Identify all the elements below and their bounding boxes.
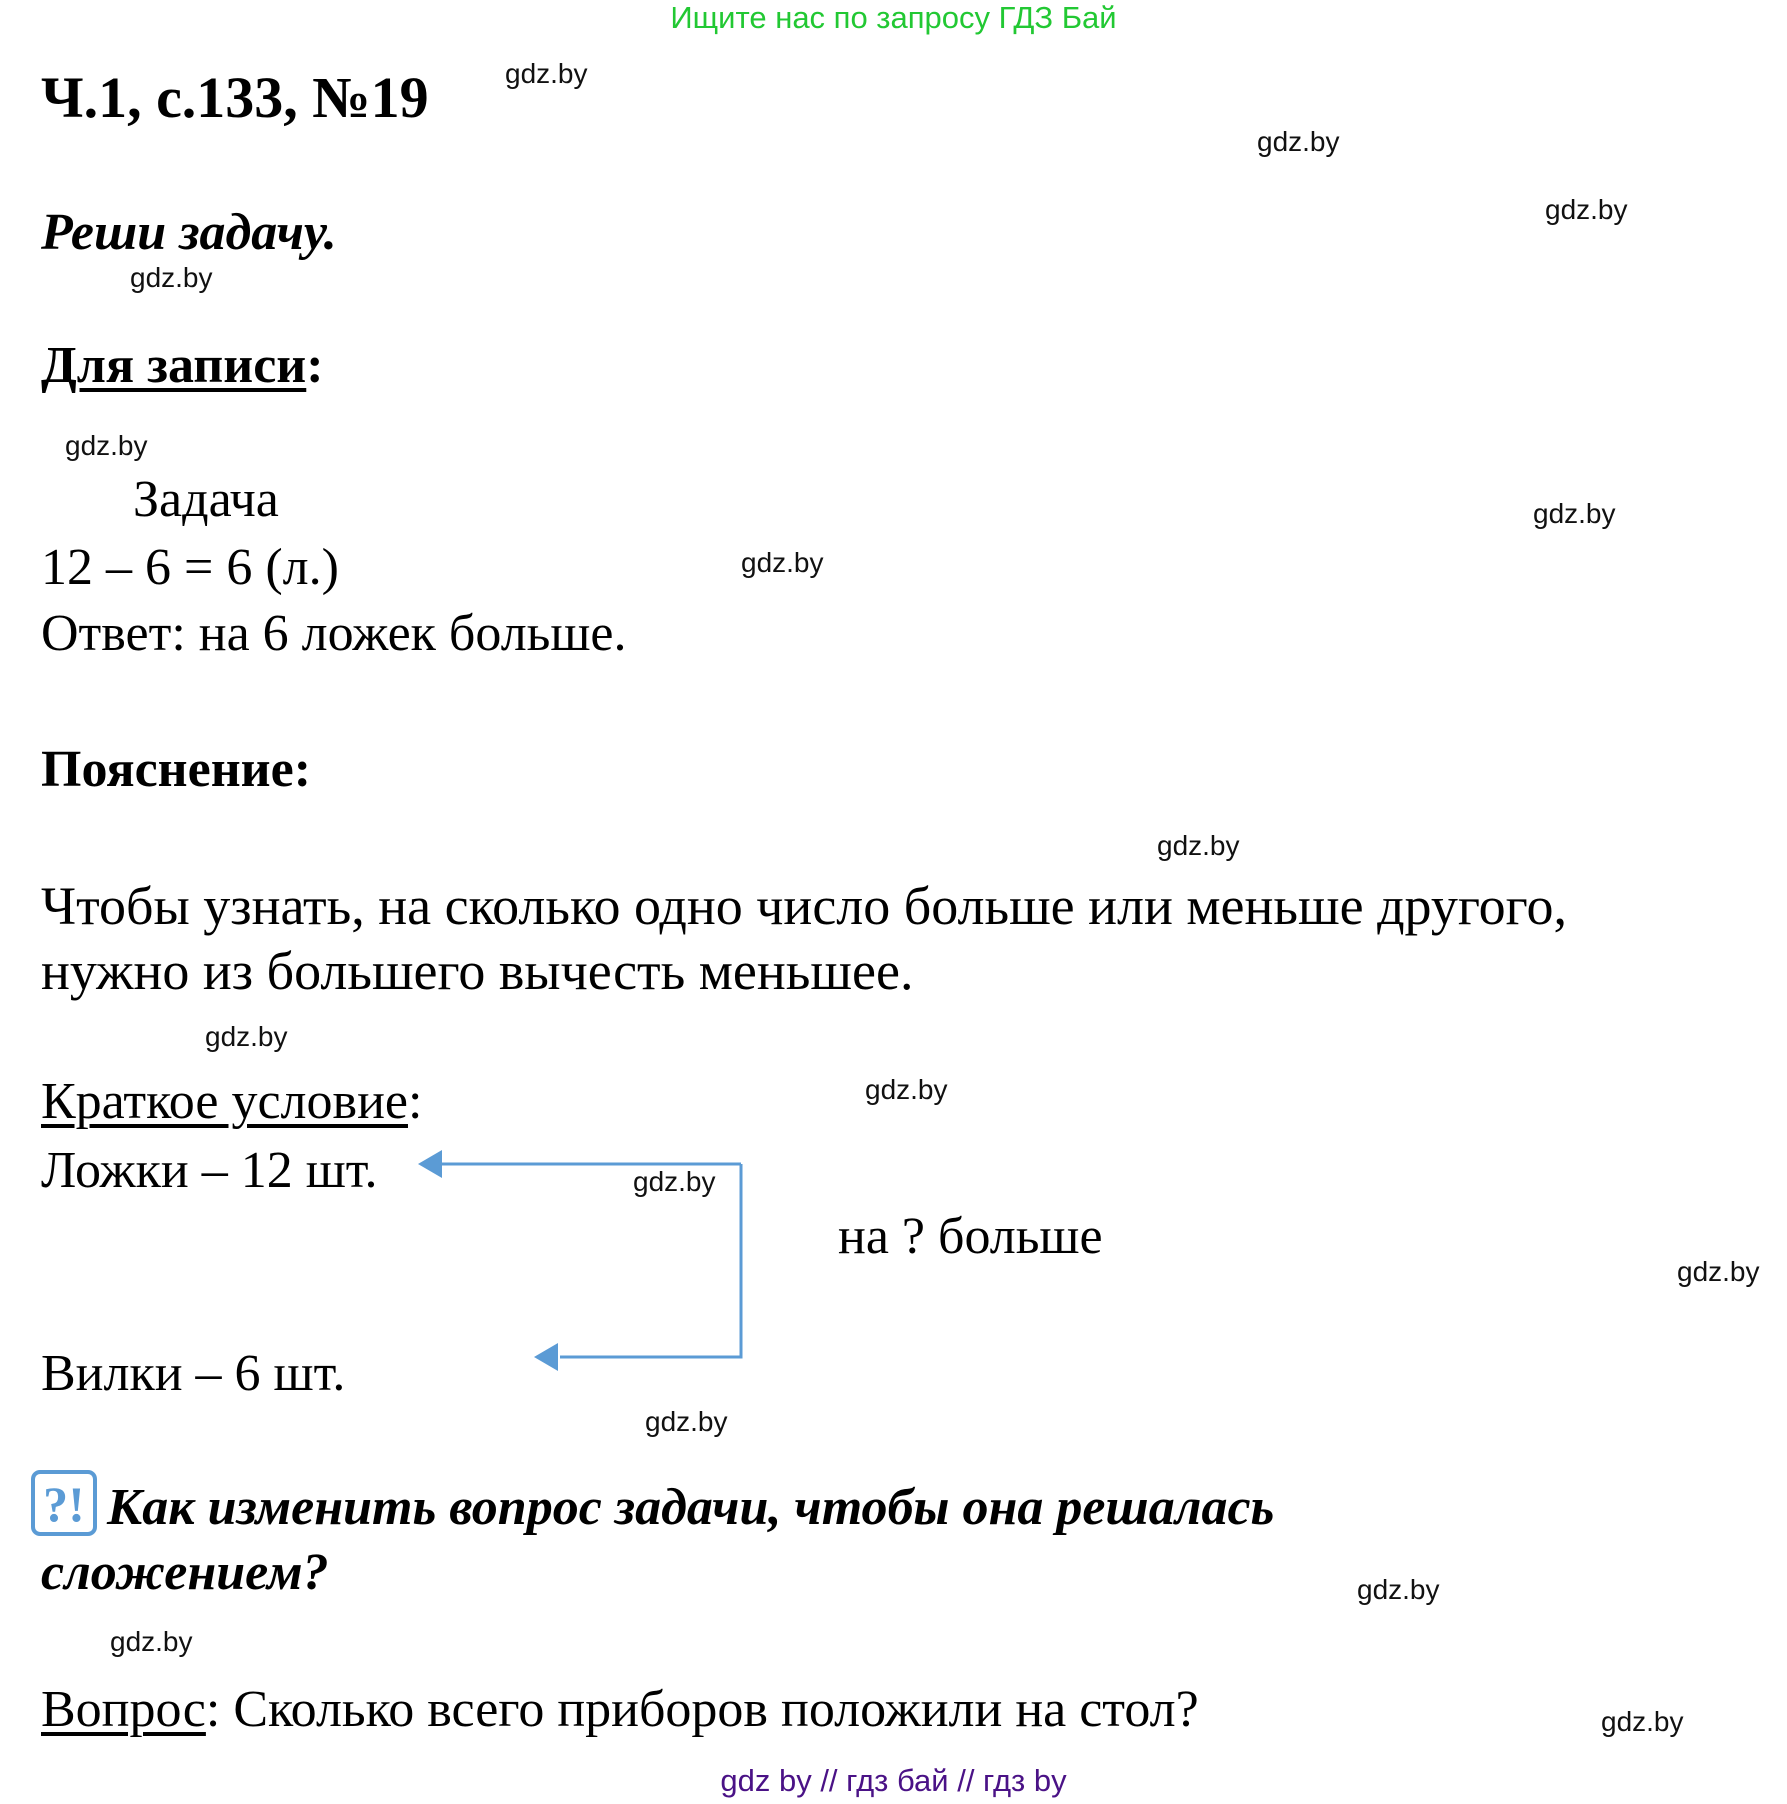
task-instruction: Реши задачу. [41, 204, 337, 261]
question-label: Вопрос [41, 1681, 206, 1738]
record-heading-colon: : [306, 337, 324, 394]
watermark: gdz.by [110, 1626, 193, 1657]
watermark: gdz.by [1533, 498, 1616, 529]
condition-forks: Вилки – 6 шт. [41, 1345, 346, 1402]
question-text: : Сколько всего приборов положили на стол? [205, 1681, 1199, 1738]
record-heading-label: Для записи [41, 337, 307, 394]
question-line [41, 1680, 1199, 1739]
condition-heading-label: Краткое условие [41, 1073, 408, 1130]
watermark: gdz.by [1257, 126, 1340, 157]
watermark: gdz.by [130, 262, 213, 293]
watermark: gdz.by [1357, 1574, 1440, 1605]
explanation-heading: Пояснение: [41, 741, 312, 798]
challenge-line-2: сложением? [41, 1544, 329, 1601]
watermark: gdz.by [645, 1406, 728, 1437]
condition-spoons: Ложки – 12 шт. [41, 1142, 378, 1199]
challenge-line-1: Как изменить вопрос задачи, чтобы она решалась [107, 1479, 1275, 1536]
search-banner: Ищите нас по запросу ГДЗ Бай [670, 0, 1117, 35]
watermark: gdz.by [633, 1166, 716, 1197]
task-label: Задача [133, 471, 279, 528]
watermark: gdz.by [65, 430, 148, 461]
think-badge-icon: ?! [31, 1470, 97, 1536]
explanation-line-1: Чтобы узнать, на сколько одно число больше или меньше другого, [41, 876, 1567, 936]
answer: Ответ: на 6 ложек больше. [41, 605, 627, 662]
watermark: gdz.by [505, 58, 588, 89]
explanation-line-2: нужно из большего вычесть меньшее. [41, 941, 914, 1001]
watermark: gdz.by [741, 547, 824, 578]
watermark: gdz.by [1677, 1256, 1760, 1287]
condition-heading-colon: : [407, 1073, 423, 1130]
page-title: Ч.1, с.133, №19 [41, 65, 429, 130]
watermark: gdz.by [205, 1021, 288, 1052]
watermark: gdz.by [865, 1074, 948, 1105]
equation: 12 – 6 = 6 (л.) [41, 539, 339, 596]
watermark: gdz.by [1545, 194, 1628, 225]
watermark: gdz.by [1157, 830, 1240, 861]
watermark: gdz.by [1601, 1706, 1684, 1737]
condition-relation: на ? больше [838, 1208, 1103, 1265]
footer-watermark: gdz by // гдз бай // гдз by [720, 1763, 1067, 1798]
